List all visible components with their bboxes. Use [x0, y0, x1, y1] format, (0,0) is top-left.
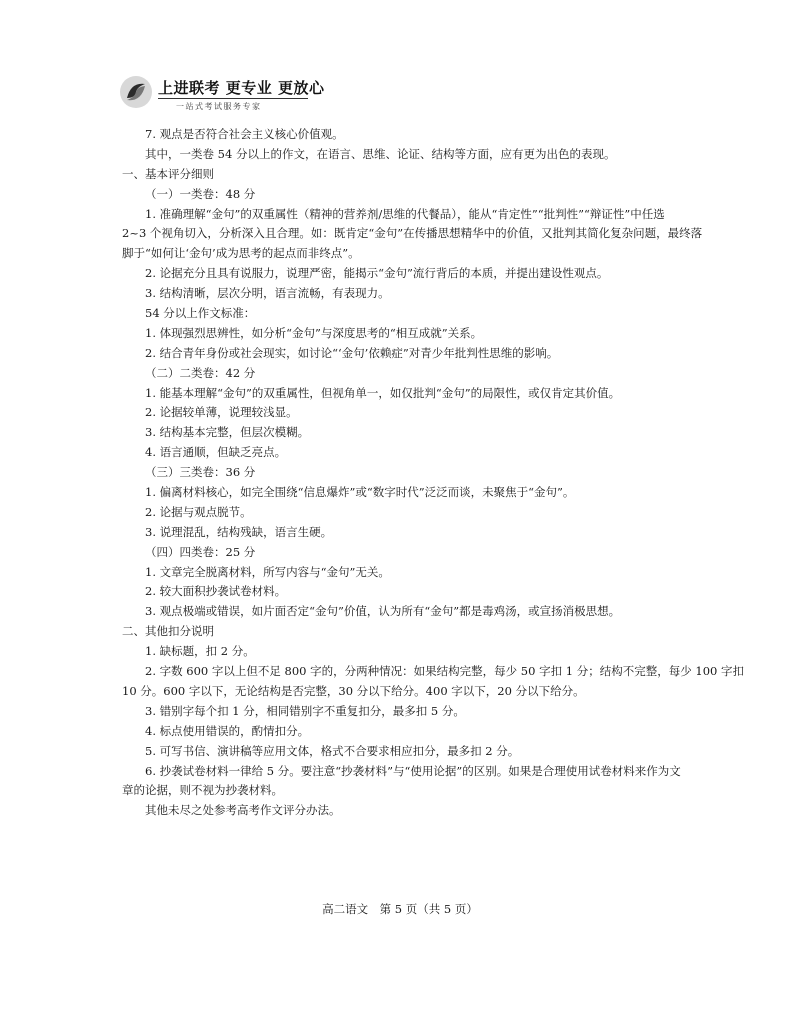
text-line: （一）一类卷：48 分 [145, 186, 256, 201]
text-line: 4. 语言通顺，但缺乏亮点。 [145, 445, 287, 460]
document-body [122, 125, 744, 821]
text-line: 54 分以上作文标准： [145, 306, 256, 321]
text-line: 其中，一类卷 54 分以上的作文，在语言、思维、论证、结构等方面，应有更为出色的表现。 [145, 146, 616, 161]
text-line: 2. 论据充分且具有说服力，说理严密，能揭示“金句”流行背后的本质，并提出建设性观点。 [145, 266, 609, 281]
text-line: 1. 准确理解“金句”的双重属性（精神的营养剂/思维的代餐品），能从“肯定性”“批判性”“辩证性”中任选 [145, 206, 665, 221]
text-line: （四）四类卷：25 分 [145, 544, 256, 559]
text-line: 1. 文章完全脱离材料，所写内容与“金句”无关。 [145, 564, 390, 579]
text-line: 3. 结构清晰，层次分明，语言流畅，有表现力。 [145, 286, 390, 301]
text-line: 4. 标点使用错误的，酌情扣分。 [145, 723, 310, 738]
text-line: 章的论据，则不视为抄袭材料。 [122, 783, 283, 798]
text-line: 2. 论据较单薄，说理较浅显。 [145, 405, 298, 420]
text-line: 10 分。600 字以下，无论结构是否完整，30 分以下给分。400 字以下，20 分以下给分。 [122, 683, 585, 698]
text-line: 1. 体现强烈思辨性，如分析“金句”与深度思考的“相互成就”关系。 [145, 325, 483, 340]
brand-logo-icon [118, 74, 154, 110]
text-line: 1. 缺标题，扣 2 分。 [145, 644, 255, 659]
text-line: （二）二类卷：42 分 [145, 365, 256, 380]
text-line: 5. 可写书信、演讲稿等应用文体，格式不合要求相应扣分，最多扣 2 分。 [145, 743, 520, 758]
text-line: 2~3 个视角切入，分析深入且合理。如：既肯定“金句”在传播思想精华中的价值，又批判其简化复杂问题，最终落 [122, 226, 703, 241]
text-line: 3. 错别字每个扣 1 分，相同错别字不重复扣分，最多扣 5 分。 [145, 703, 465, 718]
text-line: 1. 偏离材料核心，如完全围绕“信息爆炸”或“数字时代”泛泛而谈，未聚焦于“金句”。 [145, 485, 575, 500]
text-line: 2. 较大面积抄袭试卷材料。 [145, 584, 287, 599]
text-line: 3. 说理混乱，结构残缺，语言生硬。 [145, 524, 333, 539]
text-line: （三）三类卷：36 分 [145, 465, 256, 480]
text-line: 2. 字数 600 字以上但不足 800 字的，分两种情况：如果结构完整，每少 50 字扣 1 分；结构不完整，每少 100 字扣 [145, 664, 744, 679]
text-line: 二、其他扣分说明 [122, 624, 214, 639]
text-line: 其他未尽之处参考高考作文评分办法。 [145, 803, 341, 818]
text-line: 2. 结合青年身份或社会现实，如讨论“‘金句’依赖症”对青少年批判性思维的影响。 [145, 345, 559, 360]
page-footer: 高二语文 第 5 页（共 5 页） [322, 902, 478, 916]
text-line: 6. 抄袭试卷材料一律给 5 分。要注意“抄袭材料”与“使用论据”的区别。如果是合理使用试卷材料来作为文 [145, 763, 681, 778]
text-line: 3. 结构基本完整，但层次模糊。 [145, 425, 310, 440]
page-header [118, 72, 378, 122]
text-line: 7. 观点是否符合社会主义核心价值观。 [145, 127, 344, 141]
text-line: 3. 观点极端或错误，如片面否定“金句”价值，认为所有“金句”都是毒鸡汤，或宣扬消极思想。 [145, 604, 621, 619]
brand-slogan: 一站式考试服务专家 [176, 102, 262, 111]
text-line: 2. 论据与观点脱节。 [145, 504, 252, 519]
brand-divider [158, 98, 308, 99]
text-line: 一、基本评分细则 [122, 166, 214, 181]
brand-name: 上进联考 更专业 更放心 [158, 79, 325, 97]
text-line: 1. 能基本理解“金句”的双重属性，但视角单一，如仅批判“金句”的局限性，或仅肯定其价值。 [145, 385, 621, 400]
text-line: 脚于“如何让‘金句’成为思考的起点而非终点”。 [122, 246, 360, 261]
